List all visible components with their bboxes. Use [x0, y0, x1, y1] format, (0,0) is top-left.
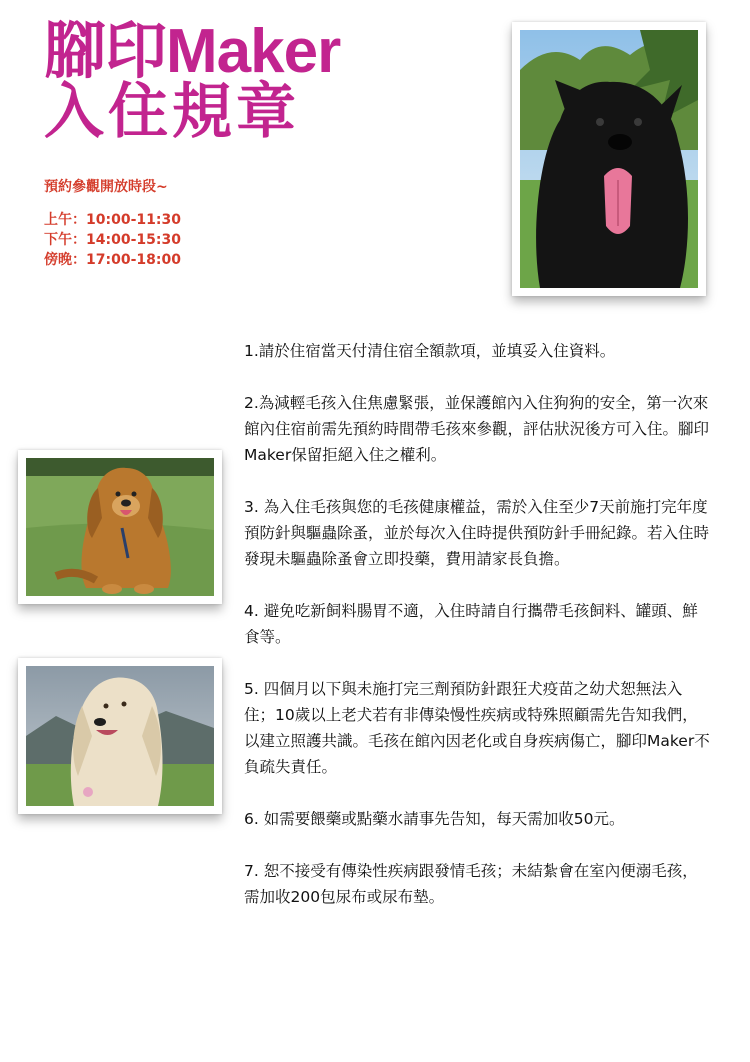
rule-item: 2.為減輕毛孩入住焦慮緊張，並保護館內入住狗狗的安全，第一次來館內住宿前需先預約時間帶毛孩來參觀，評估狀況後方可入住。腳印Maker保留拒絕入住之權利。	[244, 394, 710, 464]
black-terrier-image	[520, 30, 698, 288]
rule-item: 5. 四個月以下與未施打完三劑預防針跟狂犬疫苗之幼犬恕無法入住；10歲以上老犬若有非傳染慢性疾病或特殊照顧需先告知我們，以建立照護共識。毛孩在館內因老化或自身疾病傷亡，腳印Maker不負疏失責任。	[244, 680, 710, 776]
golden-retriever-photo	[18, 450, 222, 604]
rule-item: 7. 恕不接受有傳染性疾病跟發情毛孩；未結紮會在室內便溺毛孩，需加收200包尿布或尿布墊。	[244, 862, 698, 906]
page-title	[44, 17, 341, 145]
visit-slot-afternoon	[44, 230, 181, 250]
rule-item: 4. 避免吃新飼料腸胃不適，入住時請自行攜帶毛孩飼料、罐頭、鮮食等。	[244, 602, 698, 646]
photo-frame	[520, 30, 698, 288]
rule-item: 6. 如需要餵藥或點藥水請事先告知，每天需加收50元。	[244, 810, 625, 828]
slot-time: 17:00-18:00	[86, 252, 181, 268]
visit-hours	[44, 178, 181, 270]
visit-slot-morning	[44, 210, 181, 230]
house-rules	[244, 338, 712, 936]
photo-frame	[26, 458, 214, 596]
golden-retriever-image	[26, 458, 214, 596]
afghan-hound-photo	[18, 658, 222, 814]
rule-item: 1.請於住宿當天付清住宿全額款項，並填妥入住資料。	[244, 342, 616, 360]
visit-slot-evening	[44, 250, 181, 270]
afghan-hound-image	[26, 666, 214, 806]
slot-time: 14:00-15:30	[86, 232, 181, 248]
title-line-2: 入住規章	[44, 78, 300, 145]
visit-hours-heading: 預約參觀開放時段~	[44, 179, 168, 195]
black-terrier-photo	[512, 22, 706, 296]
slot-time: 10:00-11:30	[86, 212, 181, 228]
rule-item: 3. 為入住毛孩與您的毛孩健康權益，需於入住至少7天前施打完年度預防針與驅蟲除蚤，並於每次入住時提供預防針手冊紀錄。若入住時發現未驅蟲除蚤會立即投藥，費用請家長負擔。	[244, 498, 710, 568]
slot-label: 傍晚：	[44, 252, 86, 268]
photo-frame	[26, 666, 214, 806]
slot-label: 下午：	[44, 232, 86, 248]
slot-label: 上午：	[44, 212, 86, 228]
title-line-1: 腳印Maker	[44, 17, 341, 86]
